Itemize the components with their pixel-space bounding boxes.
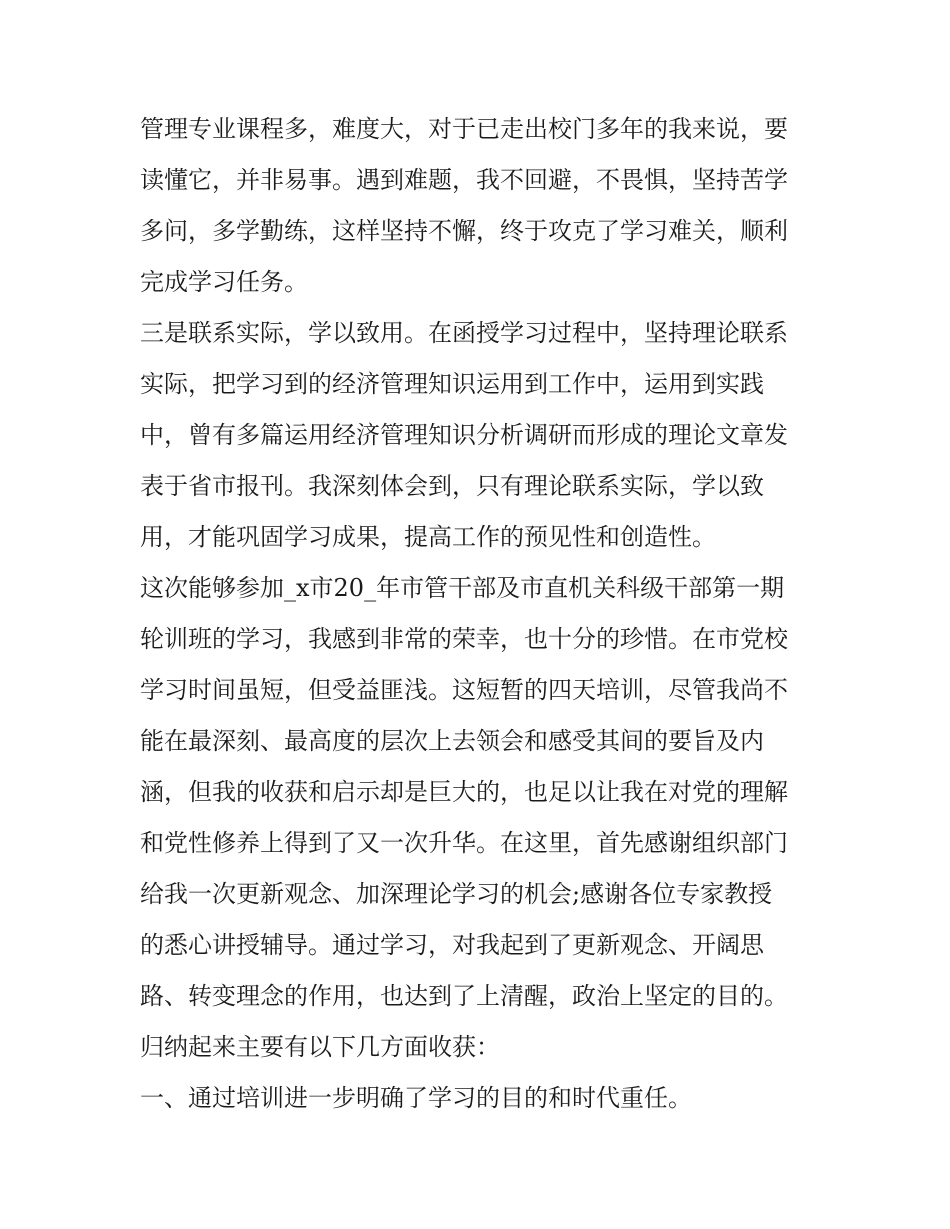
text-line: 能在最深刻、最高度的层次上去领会和感受其间的要旨及内 (140, 727, 764, 755)
text-line: 多问，多学勤练，这样坚持不懈，终于攻克了学习难关，顺利 (140, 217, 788, 245)
text-line: 的悉心讲授辅导。通过学习，对我起到了更新观念、开阔思 (140, 931, 764, 959)
text-line: 读懂它，并非易事。遇到难题，我不回避，不畏惧，坚持苦学 (140, 166, 788, 194)
text-line: 实际，把学习到的经济管理知识运用到工作中，运用到实践 (140, 370, 764, 398)
text-line: 归纳起来主要有以下几方面收获： (140, 1033, 500, 1061)
text-line: 和党性修养上得到了又一次升华。在这里，首先感谢组织部门 (140, 829, 788, 857)
text-line: 一、通过培训进一步明确了学习的目的和时代重任。 (140, 1084, 692, 1112)
text-line: 轮训班的学习，我感到非常的荣幸，也十分的珍惜。在市党校 (140, 625, 788, 653)
text-line: 表于省市报刊。我深刻体会到，只有理论联系实际，学以致 (140, 472, 764, 500)
document-body (140, 104, 820, 1124)
text-line: 涵，但我的收获和启示却是巨大的，也足以让我在对党的理解 (140, 778, 788, 806)
text-line: 三是联系实际，学以致用。在函授学习过程中，坚持理论联系 (140, 319, 788, 347)
text-line: 中，曾有多篇运用经济管理知识分析调研而形成的理论文章发 (140, 421, 788, 449)
text-line: 给我一次更新观念、加深理论学习的机会;感谢各位专家教授 (140, 880, 773, 908)
text-line: 路、转变理念的作用，也达到了上清醒，政治上坚定的目的。 (140, 982, 788, 1010)
text-line: 用，才能巩固学习成果，提高工作的预见性和创造性。 (140, 523, 716, 551)
text-line: 完成学习任务。 (140, 268, 308, 296)
text-line: 这次能够参加_x市20_年市管干部及市直机关科级干部第一期 (140, 574, 785, 602)
text-line: 学习时间虽短，但受益匪浅。这短暂的四天培训，尽管我尚不 (140, 676, 788, 704)
text-line: 管理专业课程多，难度大，对于已走出校门多年的我来说，要 (140, 115, 788, 143)
